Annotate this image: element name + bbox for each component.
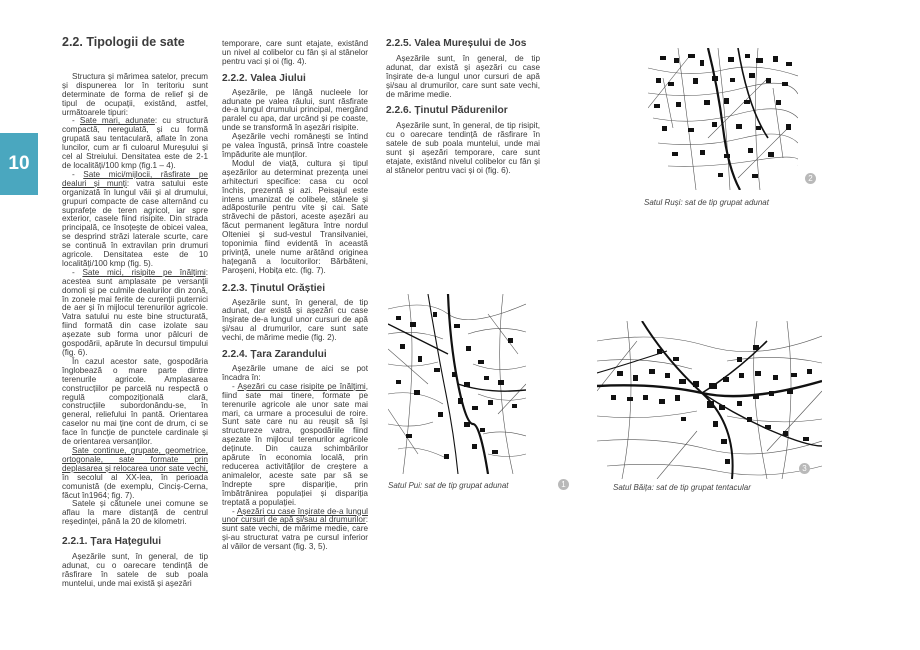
figure-number: 3 [799,463,810,474]
figure-number: 1 [558,479,569,490]
paragraph: Modul de viață, cultura și tipul așezărilor au determinat prezența unei arhitecturi specifice: casa cu ocol închis, prezentă și azi. Peisajul este intens umanizat de colibele, stânele și adăposturile pentru vite și cai. Sate străvechi de păstori, aceste așezări au făcut permanent legătura între nordul Olteniei și sud-vestul Transilvaniei, toponimia fiind evidentă în această privință, unele nume arătând originea hațegană a locuitorilor: Bărbăteni, Paroșeni, Hobița etc. (fig. 7). [222,158,368,275]
subsection-title: 2.2.4. Țara Zarandului [222,349,327,361]
village-map-rusi [648,48,798,190]
figure-caption: Satul Ruși: sat de tip grupat adunat [644,198,769,207]
column-3 [386,40,540,176]
chapter-number: 10 [8,153,30,174]
bullet-paragraph: - Sate mari, adunate: cu structură compactă, neregulată, și cu formă grupată sau tentaculară, aflate în zona luncilor, cum ar fi culoarul Mureșului și cel al Streiului. Densitatea este de 2-1 de localități/100 kmp (fig.1 – 4). [62,116,209,170]
paragraph: În cazul acestor sate, gospodăria înglobează o mare parte dintre terenurile agricole. Amplasarea construcțiilor pe parcelă nu respectă o regulă compozițională clară, construcțiile subordonându-se, în general, reliefului în pantă. Orientarea caselor nu mai ține cont de drum, ci se face în funcție de punctele cardinale și de orientarea versanților. [62,356,208,447]
figure-number: 2 [805,173,816,184]
paragraph: Structura și mărimea satelor, precum și dispunerea lor în teritoriu sunt determinate de forma de relief și de tipul de ocupații, existând, astfel, următoarele tipuri: [62,71,208,117]
bullet-paragraph: - Sate mici, risipite pe înălțimi: acestea sunt amplasate pe versanții domoli și pe culmile dealurilor din zonă, în zonele mai ferite de curenții puternici de aer și în mijlocul terenurilor agricole. Vatra satului nu este bine structurată, fiind formată din case izolate sau așezate sub forma unor pâlcuri de gospodării, apărute în decursul timpului (fig. 6). [62,267,208,357]
paragraph: Așezările sunt, în general, de tip adunat, cu o oarecare tendință de răsfirare în satele de sub poala muntelui, unde mai există și așezări [62,552,208,588]
column-2 [222,40,368,552]
subsection-title: 2.2.6. Ținutul Pădurenilor [386,105,508,117]
bullet-paragraph: Sate continue, grupate, geometrice, ortogonale, sate formate prin deplasarea și relocarea unor sate vechi, în secolul al XX-lea, în perioada comunistă (de exemplu, Cinciș-Cerna, făcut în1964; fig. 7). [62,445,208,500]
paragraph: Așezările umane de aici se pot încadra în: [222,364,368,382]
subsection-title: 2.2.2. Valea Jiului [222,72,306,84]
paragraph: Așezările, pe lângă nucleele lor adunate pe valea râului, sunt răsfirate de-a lungul drumului principal, mergând paralel cu apa, dar urcând și pe coaste, unde se transformă în așezări risipite. [222,87,368,133]
paragraph: Satele și cătunele unei comune se aflau la mare distanță de centrul reședinței, până la 20 de kilometri. [62,499,208,527]
bullet-paragraph: - Așezări cu case risipite pe înălțimi, fiind sate mai tinere, formate pe terenurile agricole ale unor sate mai mari, ca urmare a procesului de roire. Sunt sate care nu au reușit să își structureze vatra, gospodăriile fiind așezate în mijlocul terenurilor agricole deținute. Din cauza schimbărilor apărute în economia locală, prin reducerea activităților de creștere a animalelor, aceste sate par să se îndrepte spre dispariție, prin îmbătrânirea populației și dispariția treptată a populației. [222,381,368,507]
paragraph: temporare, care sunt etajate, existând un nivel al colibelor cu fân și al stânelor pentru vaci și oi (fig. 4). [222,39,368,66]
subsection-title: 2.2.3. Ținutul Orăștiei [222,282,326,294]
village-map-baita [597,321,822,479]
bullet-paragraph: - Așezări cu case înșirate de-a lungul unor cursuri de apă și/sau al drumurilor: sunt sate vechi, de mărime medie, care și-au structurat vatra pe cursul inferior al văilor de versant (fig. 3, 5). [222,506,368,552]
paragraph: Așezările sunt, în general, de tip adunat, dar există și așezări cu case înșirate de-a lungul unor cursuri de apă și/sau al drumurilor, care sunt sate vechi, de mărime medie. [386,53,540,99]
chapter-tab [0,133,38,195]
bullet-paragraph: - Sate mici/mijlocii, răsfirate pe dealuri și munți: vatra satului este organizată în lungul văii și al drumului, grupuri compacte de case alternând cu suprafețe de teren agricol, iar spre exterior, casele fiind risipite. Din strada principală, ce însoțește de obicei valea, se desprind străzi laterale scurte, care se continuă în extravilan prin drumuri agricole. Densitatea este de 10 localități/100 kmp (fig. 5). [62,169,208,268]
figure-caption: Satul Băița: sat de tip grupat tentacular [613,483,751,492]
paragraph: Așezările sunt, în general, de tip adunat, dar există și așezări cu case înșirate de-a lungul unor cursuri de apă și/sau al drumurilor, care sunt sate vechi, de mărime medie (fig. 2). [222,297,368,343]
column-1 [62,35,209,589]
figure-caption: Satul Pui: sat de tip grupat adunat [388,481,509,490]
subsection-title: 2.2.1. Țara Hațegului [62,536,162,548]
subsection-title: 2.2.5. Valea Mureșului de Jos [386,38,527,49]
village-map-pui [388,294,526,474]
paragraph: Așezările sunt, în general, de tip risipit, cu o oarecare tendință de răsfirare în satele de sub poala muntelui, unde mai sunt și așezări temporare, care sunt etajate, existând nivelul colibelor cu fân și al stânelor pentru vaci și oi (fig. 6). [386,121,540,175]
section-title: 2.2. Tipologii de sate [62,35,185,49]
paragraph: Așezările vechi românești se întind pe valea îngustă, prinsă între coastele împădurite ale munților. [222,132,368,159]
